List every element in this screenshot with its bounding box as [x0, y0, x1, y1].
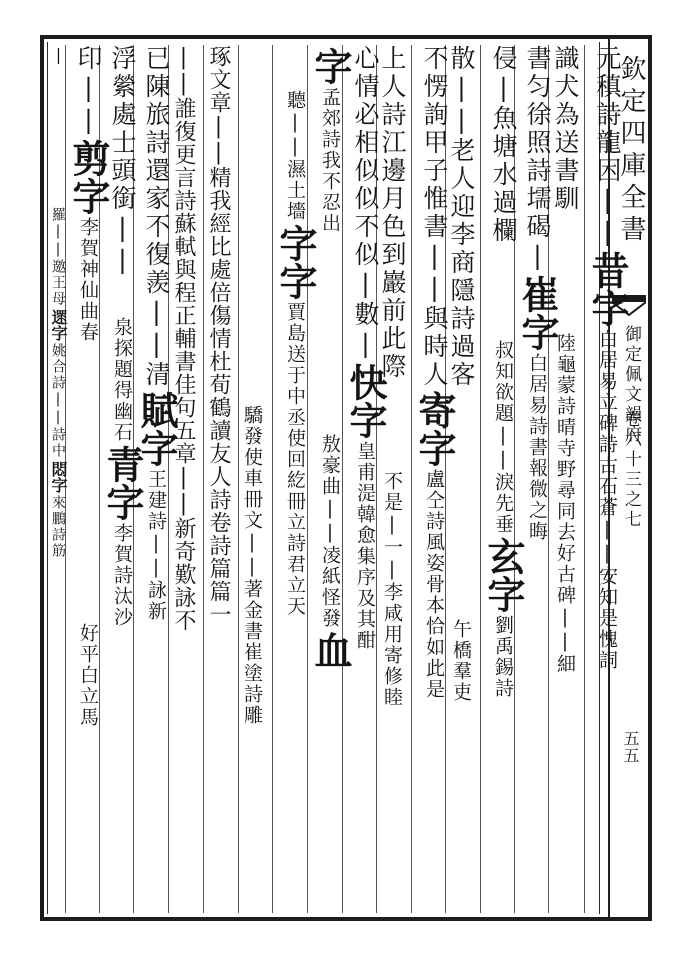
annotation-text: 來鵬詩筋 — [50, 495, 66, 559]
annotation-text: 聽||濕土墻 — [284, 90, 306, 222]
entry-heading: 剪字 — [66, 139, 111, 215]
annotation-text: 姚合詩||詩中 — [50, 343, 66, 459]
column-text: 不愣詢甲子惟書||與時人 — [420, 45, 449, 389]
annotation-text: 賈島送于中丞使回紇冊立詩君立天 — [284, 302, 306, 617]
annotation-text: 皇甫湜韓愈集序及其酣 — [354, 441, 376, 651]
annotation-text: 李賀詩汰沙 — [111, 523, 133, 628]
annotation-text — [48, 515, 49, 563]
column-rule — [584, 45, 585, 913]
annotation-text: 盧仝詩風姿骨本恰如此是 — [423, 469, 445, 700]
column-text: 元稹詩龍困|| — [593, 45, 622, 249]
section-title: 御定佩文韻府 — [621, 325, 641, 445]
text-column-2 — [553, 45, 583, 915]
entry-heading: 寄字 — [412, 391, 457, 467]
annotation-text: 王建詩||詠新 — [145, 469, 167, 622]
column-text: 書匀徐照詩壖碣| — [523, 45, 552, 273]
volume-label: 卷六十三之七 — [621, 410, 641, 530]
column-text: | — [49, 45, 68, 67]
column-text: 印|| — [74, 45, 103, 137]
annotation-text: 敖豪曲||凌紙怪發 — [319, 434, 341, 629]
text-column-3 — [515, 45, 560, 915]
entry-heading: 字 — [308, 47, 353, 85]
column-text: 散||老人迎李商隱詩過客 — [447, 45, 476, 389]
column-text: 心情必相似似不似|數| — [351, 45, 380, 361]
text-column-18 — [43, 45, 49, 915]
text-column-12 — [207, 45, 237, 915]
text-column-16 — [66, 45, 111, 915]
column-text: 琢文章||精我經比處倍傷情杜荀鶴讀友人詩卷詩篇篇一 — [206, 45, 231, 626]
entry-heading: 血 — [308, 631, 353, 669]
column-rule — [272, 45, 273, 913]
annotation-text — [48, 683, 49, 715]
annotation-text: 驕發使車冊文||著金書崔塗詩雕 — [241, 405, 263, 726]
text-column-17 — [50, 45, 66, 915]
annotation-text: 不是|一|李咸用寄修睦 — [381, 471, 403, 708]
book-title: 欽定四庫全書 — [616, 55, 646, 247]
annotation-text: 李賀神仙曲春 — [77, 217, 99, 343]
column-rule — [203, 45, 204, 913]
entry-heading: 快字 — [343, 363, 388, 439]
column-text: 上人詩江邊月色到巖前此際 — [378, 45, 407, 381]
text-column-11 — [242, 45, 272, 915]
text-column-9 — [308, 45, 353, 915]
text-column-13 — [172, 45, 202, 915]
annotation-text: 白居易立碑詩古石蒼||安知是愧詞 — [596, 329, 618, 671]
annotation-text: 陸龜蒙詩晴寺野尋同去好古碑||細 — [554, 333, 576, 675]
text-column-6 — [412, 45, 457, 915]
annotation-text: 好平白立馬 — [77, 623, 99, 728]
column-rule — [238, 45, 239, 913]
column-rule — [480, 45, 481, 913]
annotation-text: 泉探題得幽石 — [111, 317, 133, 443]
entry-heading: 賦字 — [134, 391, 179, 467]
page-number: 五五 — [621, 730, 640, 764]
text-column-8 — [343, 45, 388, 915]
entry-heading: 字字 — [273, 224, 318, 300]
text-column-10 — [273, 45, 318, 915]
text-column-7 — [380, 45, 410, 915]
column-text: 識犬為送書馴 — [551, 45, 580, 213]
annotation-text: 劉禹錫詩 — [492, 615, 514, 699]
entry-heading: 遝字 — [49, 309, 68, 341]
text-column-5 — [449, 45, 479, 915]
annotation-text: 羅||邀王母 — [50, 207, 66, 307]
column-text: 已陳旅詩還家不復羨||清 — [142, 45, 171, 389]
text-column-4 — [481, 45, 526, 915]
entry-heading: 崔字 — [515, 275, 560, 351]
column-text: 侵|魚塘水過欄 — [489, 45, 518, 245]
annotation-text: 午橋羣吏 — [450, 619, 472, 703]
column-rule — [411, 45, 412, 913]
annotation-text: 叔知欲題||淚先垂 — [492, 340, 514, 535]
text-column-1 — [585, 45, 630, 915]
entry-heading: 青字 — [100, 445, 145, 521]
annotation-text: 孟郊詩我不忍出 — [319, 87, 341, 234]
column-text: 浮縈處士頭銜|| — [108, 45, 137, 277]
entry-heading: 玄字 — [481, 537, 526, 613]
column-text: ||誰復更言詩蘇軾與程正輔書佳句五章||新奇歎詠不 — [171, 45, 196, 632]
entry-heading: 悶字 — [49, 461, 68, 493]
entry-heading: 昔字 — [585, 251, 630, 327]
annotation-text: 白居易詩書報微之晦 — [526, 353, 548, 542]
